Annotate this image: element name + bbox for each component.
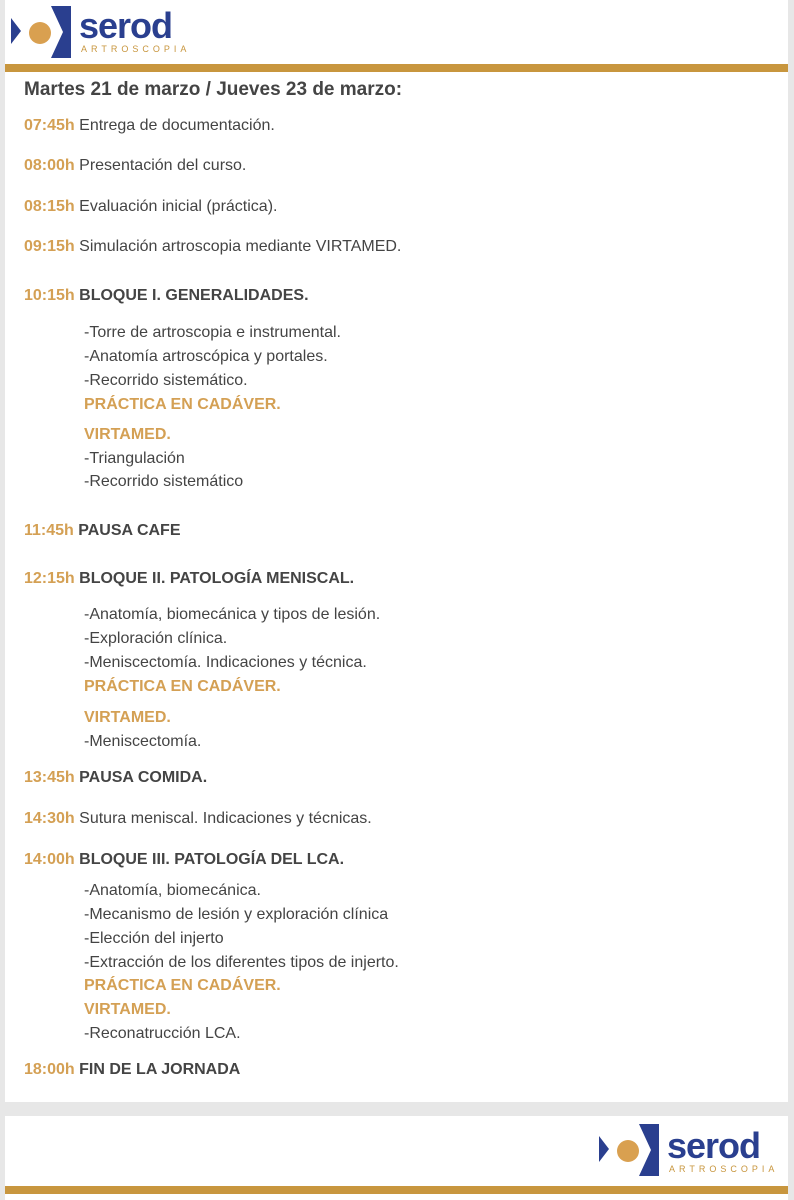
entry-text: Entrega de documentación. [79, 117, 275, 134]
virtamed-label: VIRTAMED. [84, 426, 171, 443]
entry-time: 07:45h [24, 117, 75, 134]
virtamed-label: VIRTAMED. [84, 1001, 171, 1018]
schedule [5, 0, 788, 1102]
schedule-entry [24, 286, 309, 306]
block-item: -Elección del injerto [84, 930, 224, 947]
entry-text: BLOQUE I. GENERALIDADES. [79, 287, 309, 304]
block-item: -Meniscectomía. [84, 733, 202, 750]
schedule-entry [24, 521, 181, 541]
practice-label: PRÁCTICA EN CADÁVER. [84, 678, 281, 695]
block-item: -Extracción de los diferentes tipos de injerto. [84, 954, 399, 971]
entry-text: Evaluación inicial (práctica). [79, 198, 278, 215]
block-item: -Torre de artroscopia e instrumental. [84, 324, 341, 341]
practice-label: PRÁCTICA EN CADÁVER. [84, 977, 281, 994]
entry-time: 11:45h [24, 522, 74, 539]
entry-time: 18:00h [24, 1061, 75, 1078]
entry-time: 14:30h [24, 810, 75, 827]
entry-time: 13:45h [24, 769, 75, 786]
block-item: -Recorrido sistemático [84, 473, 244, 490]
entry-text: Simulación artroscopia mediante VIRTAMED. [79, 238, 402, 255]
block-item: -Anatomía artroscópica y portales. [84, 348, 328, 365]
entry-text: FIN DE LA JORNADA [79, 1061, 241, 1078]
block-item: -Anatomía, biomecánica y tipos de lesión. [84, 606, 381, 623]
schedule-entry [24, 569, 354, 589]
entry-time: 10:15h [24, 287, 75, 304]
block-item: -Exploración clínica. [84, 630, 228, 647]
block-item: -Meniscectomía. Indicaciones y técnica. [84, 654, 367, 671]
block-item: -Anatomía, biomecánica. [84, 882, 261, 899]
schedule-entry [24, 116, 275, 136]
logo-subtitle: ARTROSCOPIA [81, 44, 191, 54]
entry-text: BLOQUE II. PATOLOGÍA MENISCAL. [79, 570, 355, 587]
entry-time: 08:15h [24, 198, 75, 215]
program-page [5, 0, 788, 1102]
block-item: -Triangulación [84, 450, 185, 467]
schedule-entry [24, 809, 372, 829]
schedule-entry [24, 850, 344, 870]
entry-time: 08:00h [24, 157, 75, 174]
schedule-entry [24, 197, 277, 217]
schedule-entry [24, 237, 401, 257]
virtamed-label: VIRTAMED. [84, 709, 171, 726]
entry-time: 14:00h [24, 851, 75, 868]
logo-wordmark: serod [79, 5, 173, 46]
entry-text: PAUSA CAFE [78, 522, 181, 539]
entry-text: BLOQUE III. PATOLOGÍA DEL LCA. [79, 851, 345, 868]
entry-time: 12:15h [24, 570, 75, 587]
block-item: -Recorrido sistemático. [84, 372, 248, 389]
entry-text: PAUSA COMIDA. [79, 769, 208, 786]
entry-time: 09:15h [24, 238, 75, 255]
next-page [5, 1116, 788, 1200]
block-item: -Mecanismo de lesión y exploración clínica [84, 906, 389, 923]
practice-label: PRÁCTICA EN CADÁVER. [84, 396, 281, 413]
entry-text: Sutura meniscal. Indicaciones y técnicas. [79, 810, 372, 827]
page-title: Martes 21 de marzo / Jueves 23 de marzo: [24, 79, 403, 100]
serod-logo [599, 1122, 777, 1176]
header-divider [5, 1186, 788, 1194]
block-item: -Reconatrucción LCA. [84, 1025, 241, 1042]
logo-subtitle: ARTROSCOPIA [669, 1164, 779, 1174]
schedule-entry [24, 1060, 240, 1080]
logo-wordmark: serod [667, 1125, 761, 1166]
serod-logo-mark-icon [599, 1122, 659, 1176]
schedule-entry [24, 156, 246, 176]
schedule-entry [24, 768, 207, 788]
entry-text: Presentación del curso. [79, 157, 247, 174]
